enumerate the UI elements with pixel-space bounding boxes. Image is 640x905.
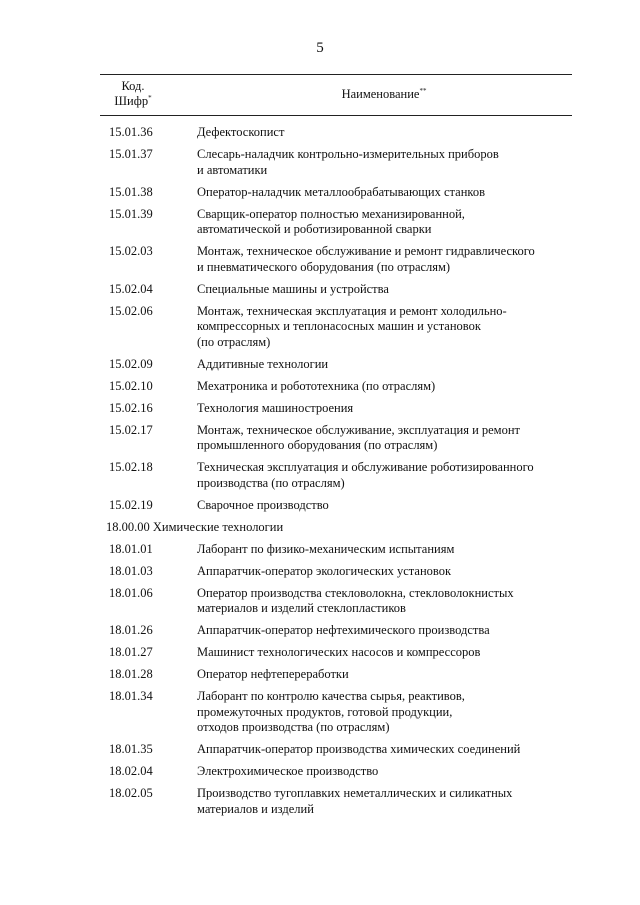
row-name: Монтаж, техническое обслуживание и ремонт гидравлического и пневматического оборудования (по отраслям) [197, 244, 535, 274]
row-name: Слесарь-наладчик контрольно-измерительных приборов и автоматики [197, 147, 499, 177]
row-code: 18.01.03 [109, 563, 153, 578]
group-heading: 18.00.00 Химические технологии [106, 519, 284, 534]
row-name: Аппаратчик-оператор нефтехимического производства [197, 623, 490, 637]
table-row [100, 498, 572, 514]
table-row [100, 742, 572, 758]
table-row [100, 401, 572, 417]
row-code: 15.02.10 [109, 378, 153, 393]
row-code: 18.01.27 [109, 645, 153, 659]
row-name: Машинист технологических насосов и компрессоров [197, 645, 481, 659]
table-row [100, 244, 572, 275]
table-row [100, 282, 572, 298]
table-row [100, 379, 572, 395]
row-name: Лаборант по физико-механическим испытаниям [197, 541, 455, 556]
row-code: 18.01.01 [109, 541, 153, 556]
header-code-line2: Шифр [114, 94, 149, 108]
row-code: 15.02.19 [109, 497, 153, 512]
row-code: 15.02.03 [109, 244, 153, 258]
header-name-footnote-mark: ** [419, 86, 427, 95]
row-code: 18.01.26 [109, 623, 153, 637]
table-row [100, 125, 572, 141]
table-row [100, 207, 572, 238]
header-name [196, 87, 572, 102]
row-code: 15.02.16 [109, 400, 153, 415]
row-name: Оператор производства стекловолокна, стекловолокнистых материалов и изделий стеклопластиков [197, 585, 514, 615]
row-code: 18.02.05 [109, 786, 153, 800]
table-row [100, 586, 572, 617]
row-name: Специальные машины и устройства [197, 281, 389, 296]
row-name: Производство тугоплавких неметаллических и силикатных материалов и изделий [197, 786, 513, 816]
row-name: Дефектоскопист [197, 125, 285, 139]
row-code: 18.01.28 [109, 667, 153, 681]
table-row [100, 423, 572, 454]
row-name: Лаборант по контролю качества сырья, реактивов, промежуточных продуктов, готовой продукции, отходов производства (по отраслям) [197, 689, 465, 734]
row-code: 15.01.36 [109, 125, 153, 139]
row-name: Оператор нефтепереработки [197, 667, 349, 681]
table-row [100, 357, 572, 373]
row-name: Технология машиностроения [197, 400, 354, 415]
table-row [100, 564, 572, 580]
table-row [100, 185, 572, 201]
row-name: Техническая эксплуатация и обслуживание роботизированного производства (по отраслям) [197, 460, 534, 490]
table-header [100, 74, 572, 116]
header-code-footnote-mark: * [148, 93, 152, 102]
row-name: Монтаж, техническое обслуживание, эксплуатация и ремонт промышленного оборудования (по отраслям) [197, 422, 520, 452]
row-code: 15.01.37 [109, 147, 153, 161]
row-name: Монтаж, техническая эксплуатация и ремонт холодильно- компрессорных и теплонасосных машин и установок (по отраслям) [197, 303, 507, 349]
header-code-line1: Код. [121, 79, 145, 93]
table-row [100, 667, 572, 683]
row-code: 15.02.18 [109, 460, 153, 474]
row-name: Аддитивные технологии [197, 356, 329, 371]
row-name: Оператор-наладчик металлообрабатывающих станков [197, 184, 485, 199]
row-name: Мехатроника и робототехника (по отраслям) [197, 378, 436, 393]
table-row [100, 147, 572, 178]
row-code: 18.01.06 [109, 585, 153, 600]
table-row [100, 764, 572, 780]
table-row [100, 786, 572, 817]
row-name: Аппаратчик-оператор экологических установок [197, 563, 452, 578]
table-row [100, 304, 572, 351]
row-code: 15.02.09 [109, 356, 153, 371]
table-row [100, 689, 572, 736]
row-code: 15.01.38 [109, 184, 153, 199]
table-row [100, 645, 572, 661]
row-code: 15.02.04 [109, 281, 153, 296]
page-number: 5 [316, 40, 324, 56]
row-name: Сварщик-оператор полностью механизированной, автоматической и роботизированной сварки [197, 206, 465, 236]
row-name: Сварочное производство [197, 497, 329, 512]
table-row [100, 623, 572, 639]
row-code: 15.01.39 [109, 206, 153, 221]
row-name: Электрохимическое производство [197, 764, 379, 778]
header-name-label: Наименование [341, 87, 420, 101]
row-name: Аппаратчик-оператор производства химических соединений [197, 742, 521, 756]
table-row [100, 460, 572, 491]
profession-table [100, 74, 572, 824]
table-row [100, 542, 572, 558]
row-code: 15.02.06 [109, 303, 153, 318]
row-code: 18.02.04 [109, 764, 153, 778]
row-code: 15.02.17 [109, 422, 153, 437]
table-body [100, 125, 572, 817]
header-code [100, 79, 166, 109]
row-code: 18.01.35 [109, 742, 153, 756]
row-code: 18.01.34 [109, 689, 153, 703]
